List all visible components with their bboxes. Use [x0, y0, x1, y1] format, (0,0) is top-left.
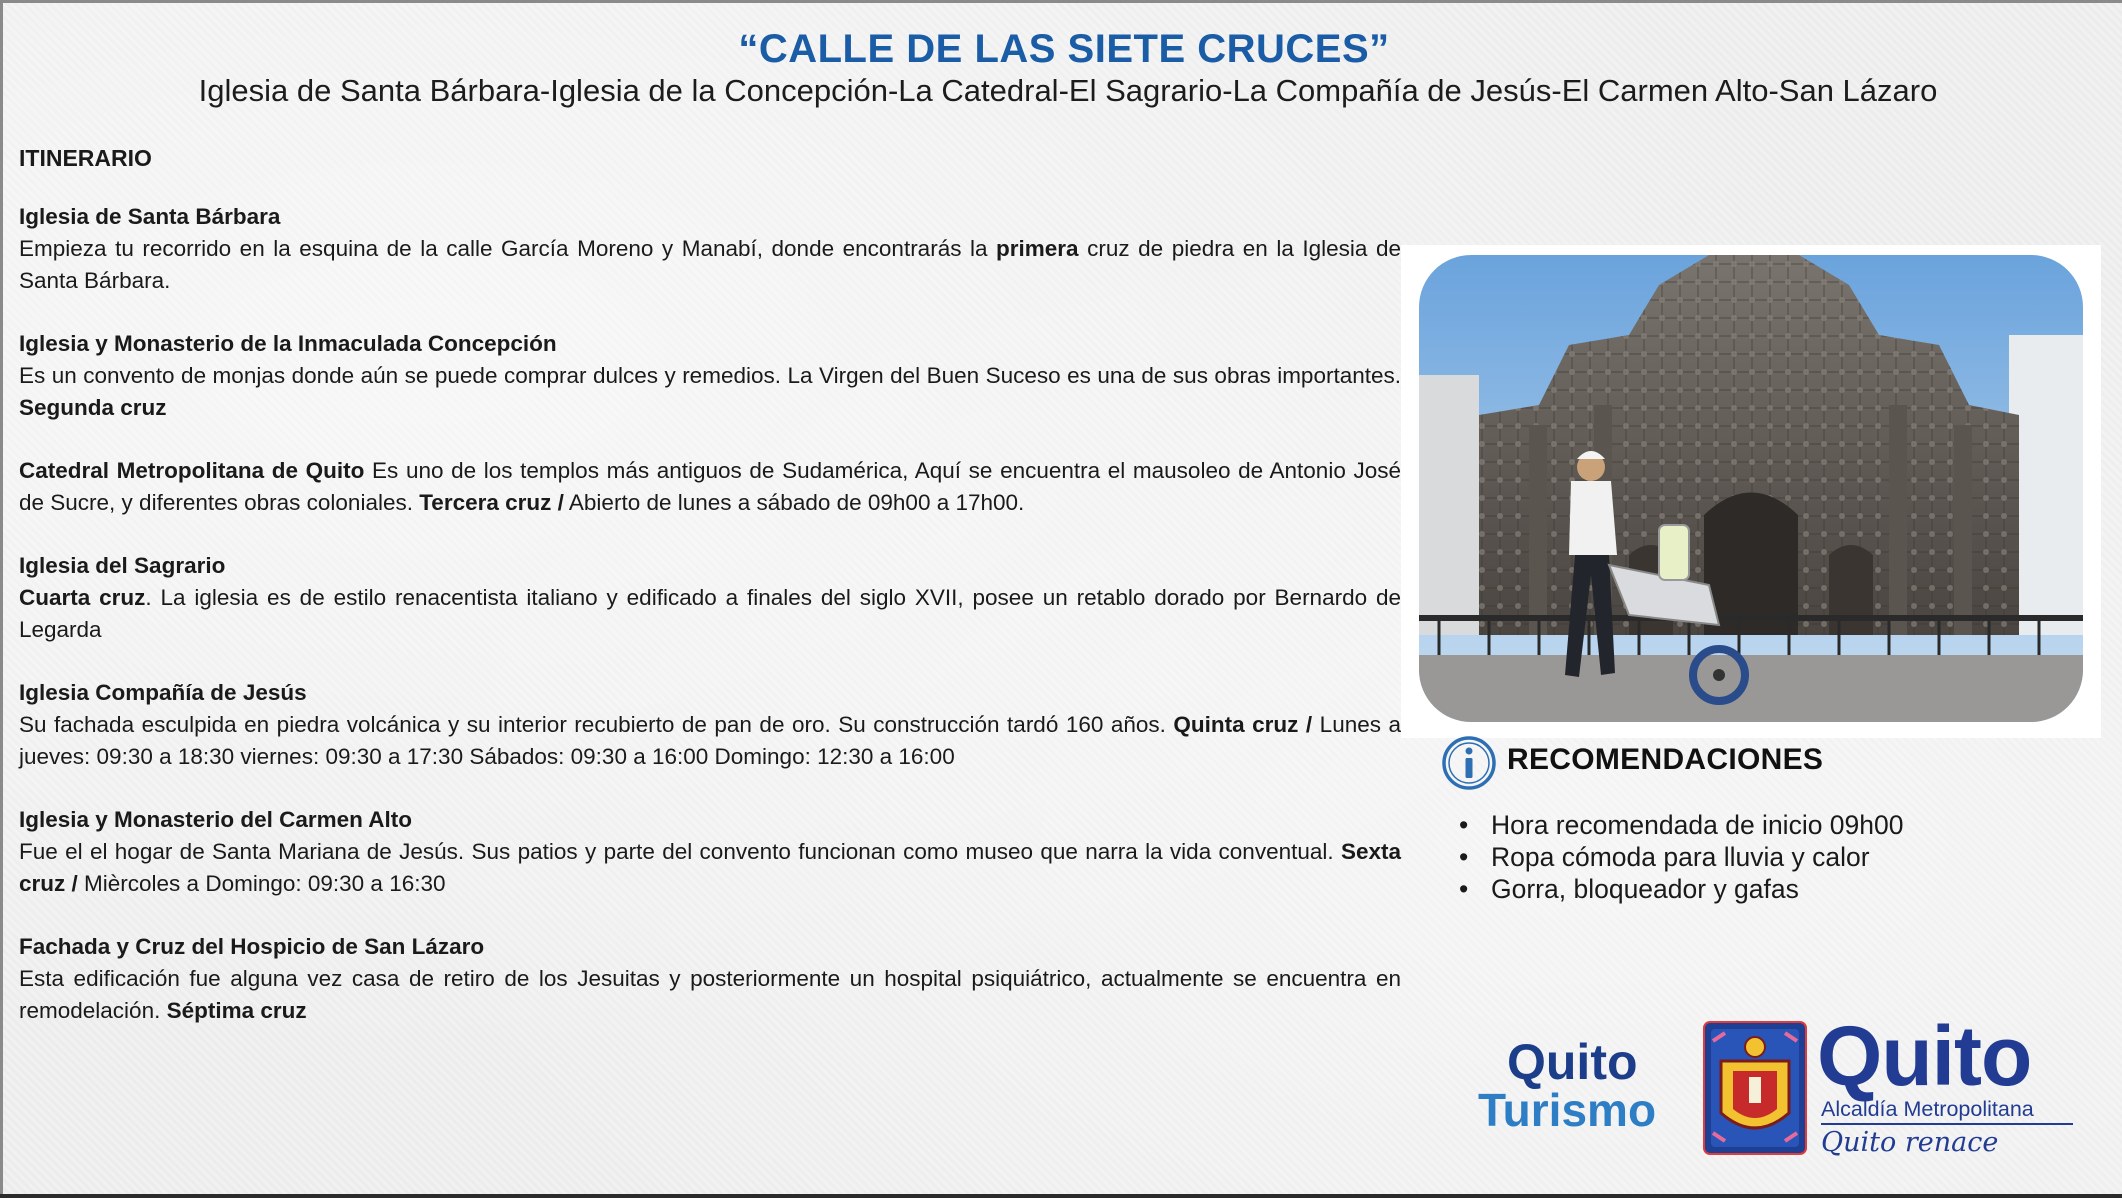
alcaldia-logo-divider — [1821, 1123, 2073, 1125]
stop-catedral — [19, 455, 1401, 519]
quito-turismo-logo-quito: Quito — [1507, 1034, 1638, 1090]
stop-description: Catedral Metropolitana de Quito Es uno de los templos más antiguos de Sudamérica, Aquí se encuentra el mausoleo de Antonio José de Sucre, y diferentes obras coloniales. Tercera cruz / Abierto de lunes a sábado de 09h00 a 17h00. — [19, 458, 1401, 515]
stop-title: Iglesia Compañía de Jesús — [19, 680, 307, 705]
stop-sagrario — [19, 550, 1401, 646]
stop-title: Iglesia y Monasterio de la Inmaculada Concepción — [19, 331, 557, 356]
stop-santa-barbara — [19, 201, 1401, 297]
stop-description: Empieza tu recorrido en la esquina de la calle García Moreno y Manabí, donde encontrarás la primera cruz de piedra en la Iglesia de Santa Bárbara. — [19, 236, 1401, 293]
itinerary-list — [19, 201, 1401, 1058]
page-title: “CALLE DE LAS SIETE CRUCES” — [738, 27, 1390, 71]
stop-title: Iglesia del Sagrario — [19, 553, 226, 578]
stop-compania — [19, 677, 1401, 773]
itinerary-label: ITINERARIO — [19, 145, 152, 171]
alcaldia-logo-quito: Quito — [1817, 1009, 2032, 1103]
stop-title: Iglesia de Santa Bárbara — [19, 204, 281, 229]
recommendations-title: RECOMENDACIONES — [1507, 743, 1824, 776]
recommendations-list — [1459, 809, 1904, 905]
stop-title: Iglesia y Monasterio del Carmen Alto — [19, 807, 413, 832]
stop-description: Es un convento de monjas donde aún se puede comprar dulces y remedios. La Virgen del Buen Suceso es una de sus obras importantes. Segunda cruz — [19, 363, 1401, 420]
church-photo — [1419, 255, 2083, 722]
stop-san-lazaro — [19, 931, 1401, 1027]
stop-title: Fachada y Cruz del Hospicio de San Lázaro — [19, 934, 485, 959]
stop-description: Su fachada esculpida en piedra volcánica y su interior recubierto de pan de oro. Su construcción tardó 160 años. Quinta cruz / Lunes a jueves: 09:30 a 18:30 viernes: 09:30 a 17:30 Sábados: 09:30 a 16:00 Domingo: 12:30 a 16:00 — [19, 712, 1402, 769]
stop-description: Cuarta cruz. La iglesia es de estilo renacentista italiano y edificado a finales del siglo XVII, posee un retablo dorado por Bernardo de Legarda — [19, 585, 1401, 642]
info-icon — [1441, 735, 1497, 791]
alcaldia-logo-subtitle: Alcaldía Metropolitana — [1821, 1097, 2034, 1121]
stop-description: Fue el el hogar de Santa Mariana de Jesús. Sus patios y parte del convento funcionan como museo que narra la vida conventual. Sexta cruz / Mièrcoles a Domingo: 09:30 a 16:30 — [19, 839, 1401, 896]
stop-concepcion — [19, 328, 1401, 424]
bottom-border — [0, 1194, 2122, 1198]
stop-carmen-alto — [19, 804, 1401, 900]
quito-turismo-logo-turismo: Turismo — [1478, 1084, 1657, 1136]
list-item: • Gorra, bloqueador y gafas — [1459, 873, 1904, 905]
stop-description: Esta edificación fue alguna vez casa de retiro de los Jesuitas y posteriormente un hospital psiquiátrico, actualmente se encuentra en remodelación. Séptima cruz — [19, 966, 1401, 1023]
list-item: • Ropa cómoda para lluvia y calor — [1459, 841, 1904, 873]
stop-title: Catedral Metropolitana de Quito — [19, 458, 365, 483]
alcaldia-logo-slogan: Quito renace — [1821, 1127, 1999, 1158]
page-subtitle: Iglesia de Santa Bárbara-Iglesia de la Concepción-La Catedral-El Sagrario-La Compañía de Jesús-El Carmen Alto-San Lázaro — [198, 73, 1938, 108]
list-item: • Hora recomendada de inicio 09h00 — [1459, 809, 1904, 841]
church-photo-frame — [1401, 245, 2101, 738]
quito-crest-logo — [1703, 1021, 1807, 1155]
